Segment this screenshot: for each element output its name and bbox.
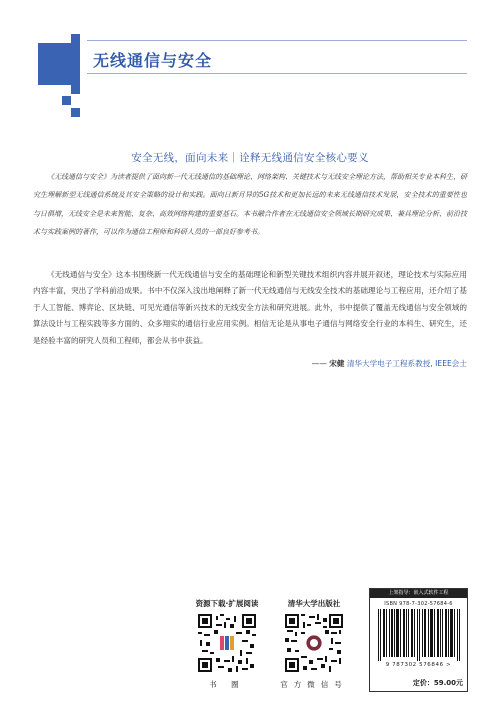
qr-official-top-label: 清华大学出版社 bbox=[287, 599, 341, 608]
decorative-square-small bbox=[71, 108, 80, 117]
decorative-square-small bbox=[71, 85, 80, 94]
barcode-digits: 9 787302 576846 > bbox=[385, 662, 452, 668]
title-top-rule bbox=[87, 40, 467, 41]
slogan: 安全无线，面向未来｜诠释无线通信安全核心要义 bbox=[131, 152, 369, 164]
price-label: 定价：59.00元 bbox=[412, 679, 463, 687]
barcode-box bbox=[369, 588, 468, 692]
qr-code-icon[interactable] bbox=[198, 614, 256, 672]
shelf-category: 上架指导：嵌入式软件工程 bbox=[370, 589, 467, 598]
review-paragraph: 《无线通信与安全》这本书围绕新一代无线通信与安全的基础理论和新型关键技术组织内容并展开叙述，理论技术与实际应用内容丰富，突出了学科前沿成果。书中不仅深入浅出地阐释了新一代无线通信与无线安全技术的基础理论与工程应用，还介绍了基于人工智能、博弈论、区块链、可见光通信等新兴技术的无线安全方法和研究进展。此外，书中提供了覆盖无线通信与安全领域的算法设计与工程实践等多方面的、众多翔实的通信行业应用实例。相信无论是从事电子通信与网络安全行业的本科生、研究生，还是经验丰富的研究人员和工程师，都会从书中获益。 bbox=[33, 270, 467, 345]
decorative-square-small bbox=[62, 96, 71, 105]
qr-code-icon[interactable] bbox=[285, 614, 343, 672]
qr-official-bottom-label: 官方微信号 bbox=[280, 680, 348, 689]
intro-paragraph: 《无线通信与安全》为读者提供了面向新一代无线通信的基础理论、网络架构、关键技术与无线安全理论方法，帮助相关专业本科生、研究生理解新型无线通信系统及其安全策略的设计和实践。面向日新月异的5G技术和更加长远的未来无线通信技术发展，安全技术的重要性也与日俱增，无线安全是未来智能、复杂、高效网络构建的重要基石。本书融合作者在无线通信安全领域长期研究成果、兼具理论分析、前沿技术与实践案例的著作，可以作为通信工程师和科研人员的一部良好参考书。 bbox=[33, 173, 467, 236]
reviewer-signature bbox=[312, 358, 467, 369]
reviewer-name: 宋健 bbox=[329, 359, 345, 368]
barcode-icon bbox=[376, 609, 462, 661]
decorative-square-large bbox=[38, 43, 80, 85]
decorative-square-small bbox=[71, 34, 80, 43]
title-bottom-rule bbox=[87, 73, 467, 74]
qr-books-bottom-label: 书 圈 bbox=[209, 680, 245, 689]
qr-books-top-label: 资源下载·扩展阅读 bbox=[195, 599, 259, 608]
reviewer-affiliation: 清华大学电子工程系教授, IEEE会士 bbox=[346, 359, 467, 368]
isbn-text: ISBN 978-7-302-57684-6 bbox=[384, 601, 453, 607]
qr-block-books bbox=[187, 598, 267, 690]
signature-dash: —— bbox=[311, 359, 327, 368]
book-title: 无线通信与安全 bbox=[93, 51, 213, 70]
qr-block-official bbox=[273, 598, 355, 690]
